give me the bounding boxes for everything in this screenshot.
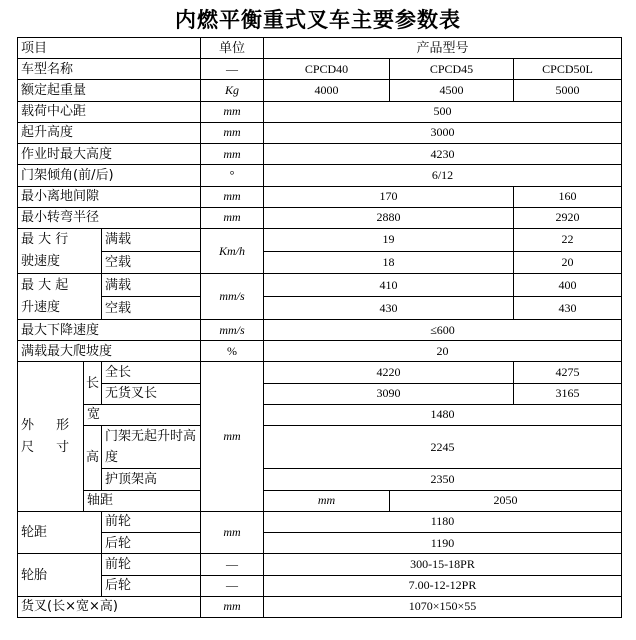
table-row (18, 59, 622, 80)
unit-cell: mm/s (201, 319, 264, 340)
value-cell: 1190 (264, 533, 622, 554)
sub-label: 后轮 (102, 575, 201, 596)
row-label-lift-speed (18, 274, 102, 319)
table-row (18, 122, 622, 143)
row-label: 货叉(长×宽×高) (18, 596, 201, 617)
table-row (18, 80, 622, 101)
table-title: 内燃平衡重式叉车主要参数表 (175, 8, 461, 32)
value-cell: 7.00-12-12PR (264, 575, 622, 596)
unit-cell: mm (201, 186, 264, 207)
unit-cell: Km/h (201, 228, 264, 273)
row-label-travel-speed (18, 228, 102, 273)
table-row (18, 274, 622, 297)
sub-label: 空载 (102, 297, 201, 320)
table-row (18, 207, 622, 228)
value-cell: 20 (264, 341, 622, 362)
header-unit: 单位 (201, 38, 264, 59)
value-cell: 5000 (514, 80, 622, 101)
table-row (18, 101, 622, 122)
spec-table (17, 37, 622, 618)
value-cell: 300-15-18PR (264, 554, 622, 575)
value-cell: 1070×150×55 (264, 596, 622, 617)
unit-cell: — (201, 59, 264, 80)
unit-cell: ° (201, 165, 264, 186)
value-cell: 500 (264, 101, 622, 122)
header-item: 项目 (18, 38, 201, 59)
value-cell: 2920 (514, 207, 622, 228)
value-cell: 4230 (264, 144, 622, 165)
unit-cell: Kg (201, 80, 264, 101)
table-row (18, 533, 622, 554)
value-cell: ≤600 (264, 319, 622, 340)
table-row (18, 319, 622, 340)
value-cell: 2245 (264, 426, 622, 469)
header-model: 产品型号 (264, 38, 622, 59)
value-cell: 4000 (264, 80, 390, 101)
row-label: 轴距 (84, 490, 264, 511)
value-cell: 18 (264, 251, 514, 274)
table-row (18, 251, 622, 274)
unit-cell: mm (201, 207, 264, 228)
label-line: 升速度 (21, 299, 61, 315)
unit-cell: mm (201, 596, 264, 617)
value-cell: 2050 (390, 490, 622, 511)
label-line: 最 大 行 (21, 232, 69, 248)
row-label: 载荷中心距 (18, 101, 201, 122)
unit-cell: mm/s (201, 274, 264, 319)
sub-label: 全长 (102, 362, 201, 383)
value-cell: 2350 (264, 469, 622, 490)
value-cell: 430 (264, 297, 514, 320)
table-row (18, 383, 622, 404)
sub-label-height: 高 (84, 426, 102, 491)
value-cell: 430 (514, 297, 622, 320)
row-label: 最小转弯半径 (18, 207, 201, 228)
model-cpcd50l: CPCD50L (514, 59, 622, 80)
value-cell: 2880 (264, 207, 514, 228)
table-row (18, 144, 622, 165)
unit-cell: mm (201, 144, 264, 165)
value-cell: 1180 (264, 511, 622, 532)
value-cell: 19 (264, 228, 514, 251)
sub-label-length: 长 (84, 362, 102, 404)
value-cell: 1480 (264, 404, 622, 425)
row-label: 门架倾角(前/后) (18, 165, 201, 186)
sub-label-width: 宽 (84, 404, 201, 425)
value-cell: 170 (264, 186, 514, 207)
unit-cell: % (201, 341, 264, 362)
table-row (18, 511, 622, 532)
unit-cell: mm (201, 362, 264, 512)
table-row (18, 165, 622, 186)
value-cell: 6/12 (264, 165, 622, 186)
label-line: 最 大 起 (21, 277, 69, 293)
model-cpcd40: CPCD40 (264, 59, 390, 80)
table-row (18, 38, 622, 59)
table-row (18, 186, 622, 207)
value-cell: 160 (514, 186, 622, 207)
table-row (18, 554, 622, 575)
value-cell: 4500 (390, 80, 514, 101)
value-cell: 410 (264, 274, 514, 297)
sub-label: 护顶架高 (102, 469, 201, 490)
value-cell: 4220 (264, 362, 514, 383)
sub-label: 后轮 (102, 533, 201, 554)
table-row (18, 596, 622, 617)
row-label: 车型名称 (18, 59, 201, 80)
table-row (18, 228, 622, 251)
sub-label: 空载 (102, 251, 201, 274)
row-label: 额定起重量 (18, 80, 201, 101)
unit-cell: mm (201, 122, 264, 143)
value-cell: 20 (514, 251, 622, 274)
sub-label: 前轮 (102, 511, 201, 532)
model-cpcd45: CPCD45 (390, 59, 514, 80)
row-label: 起升高度 (18, 122, 201, 143)
value-cell: 3090 (264, 383, 514, 404)
table-row (18, 469, 622, 490)
sub-label: 门架无起升时高度 (102, 426, 201, 469)
sub-label: 前轮 (102, 554, 201, 575)
unit-cell: — (201, 554, 264, 575)
row-label: 最大下降速度 (18, 319, 201, 340)
unit-cell: — (201, 575, 264, 596)
table-row (18, 575, 622, 596)
row-label-tire: 轮胎 (18, 554, 102, 596)
sub-label: 满载 (102, 274, 201, 297)
value-cell: 4275 (514, 362, 622, 383)
row-label-dimensions: 外 形 尺 寸 (18, 362, 84, 512)
table-row (18, 362, 622, 383)
table-row (18, 297, 622, 320)
row-label-tread: 轮距 (18, 511, 102, 553)
table-row (18, 490, 622, 511)
unit-cell: mm (201, 511, 264, 553)
value-cell: 3000 (264, 122, 622, 143)
label-line: 驶速度 (21, 254, 61, 270)
table-row (18, 404, 622, 425)
row-label: 作业时最大高度 (18, 144, 201, 165)
unit-cell: mm (201, 101, 264, 122)
row-label: 最小离地间隙 (18, 186, 201, 207)
sub-label: 无货叉长 (102, 383, 201, 404)
sub-label: 满载 (102, 228, 201, 251)
value-cell: 22 (514, 228, 622, 251)
table-row (18, 426, 622, 469)
value-cell: 400 (514, 274, 622, 297)
row-label: 满载最大爬坡度 (18, 341, 201, 362)
value-cell: 3165 (514, 383, 622, 404)
table-row (18, 341, 622, 362)
unit-cell: mm (264, 490, 390, 511)
